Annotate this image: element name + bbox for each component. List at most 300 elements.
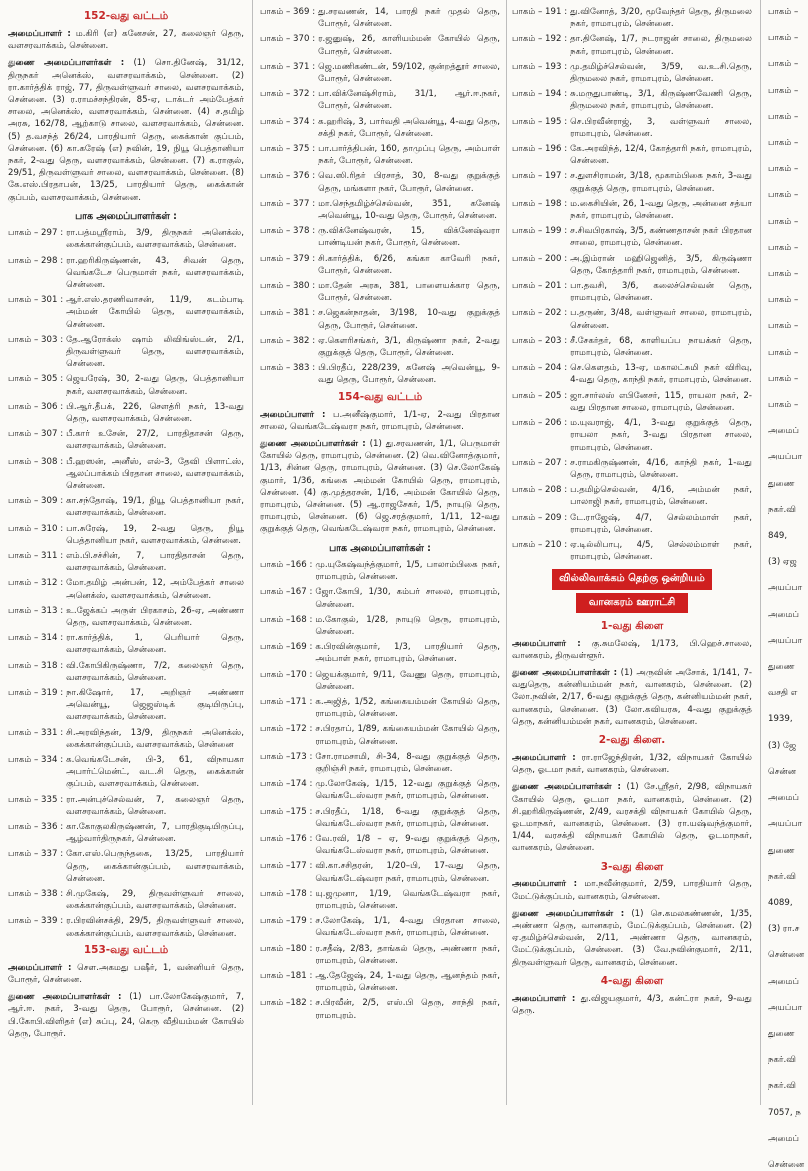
booth-number: பாகம் – 369 : — [260, 7, 316, 17]
booth-address: ர.பிரவின்சக்தி, 29/5, திருவள்ளுவர் சாலை, கைக்கான்குப்பம், வளசரவாக்கம், சென்னை. — [66, 916, 244, 939]
booth-number: பாகம் – 303 : — [8, 334, 64, 345]
booth-address: டே.ராஜேஷ், 4/7, செல்லம்மாள் நகர், ராமாபுரம், சென்னை. — [570, 512, 752, 535]
booth-entry — [512, 253, 752, 277]
deputies-paragraph — [8, 57, 244, 203]
booth-number: பாகம் – 371 : — [260, 61, 316, 72]
booth-entry — [8, 227, 244, 251]
booth-number: பாகம் – 311 : — [8, 550, 64, 561]
cropped-text-fragment: பாகம் – — [768, 33, 799, 44]
section-heading-153: 153-வது வட்டம் — [83, 943, 169, 956]
booth-address: ஜெயக்குமார், 9/11, வேணு தெரு, ராமாபுரம், சென்னை. — [315, 669, 500, 692]
booth-address: ஜெ.மணிகண்டன், 59/102, குன்றத்தூர் சாலை, போரூர், சென்னை. — [318, 61, 500, 85]
booth-entry — [8, 577, 244, 601]
booth-number: பாகம் – 380 : — [260, 281, 316, 292]
booth-entry — [260, 6, 500, 30]
booth-number: பாகம் –179 : — [260, 916, 313, 927]
booth-entry — [8, 523, 244, 547]
booth-address: ரா.ஹரிகிருஷ்ணன், 43, சிவன் தெரு, வெங்கடேச பெருமாள் நகர், வளசரவாக்கம், சென்னை. — [66, 255, 244, 290]
organizer-label: அமைப்பாளர் : — [512, 993, 576, 1004]
booth-entry — [512, 33, 752, 57]
organizer-text: மா.நவீன்குமார், 2/59, பாரதியார் தெரு, மேட்டுக்குப்பம், வானகரம், சென்னை. — [512, 879, 753, 902]
booth-number: பாகம் – 306 : — [8, 401, 64, 412]
booth-number: பாகம் – 298 : — [8, 255, 64, 266]
cropped-text-fragment: சென்னை — [768, 1159, 805, 1170]
booth-number: பாகம் – 191 : — [512, 7, 568, 17]
cropped-text-fragment: பாகம் – — [768, 347, 799, 358]
deputies-text: (1) சொ.தினேஷ், 31/12, திருநகர் அனெக்ஸ், வளசரவாக்கம், சென்னை. (2) ரா.கார்த்திக் ராஜ், 77, திருவள்ளுவர் சாலை, வளசரவாக்கம், சென்னை. (3) ர.ராமச்சந்திரன், 85-ஏ, டாக்டர் அம்பேத்கர் சாலை, அனெக்ஸ், வளசரவாக்கம், சென்னை. (4) ச.தமிழ் அரசு, 162/78, ஆற்காடு சாலை, வளசரவாக்கம், சென்னை. (5) த.வசந்த் 26/24, பாரதியார் தெரு, கைக்கான் குப்பம், சென்னை. (6) கா.கரேஷ் (எ) நவின், 19, நியூ பெத்தானியா நகர், 2-வது தெரு, வளசரவாக்கம், சென்னை. (7) க.ராகுல், 29/51, திருவள்ளுவர் சாலை, வளசரவாக்கம், சென்னை. (8) கே.எஸ்.பிரதாபன், 13/25, பாரதியார் தெரு, கைக்கான் குப்பம், வளசரவாக்கம், சென்னை. — [8, 58, 244, 203]
booth-number: பாகம் – 338 : — [8, 889, 64, 900]
booth-entry — [8, 848, 244, 885]
booth-number: பாகம் –166 : — [260, 559, 313, 570]
cropped-text-fragment: 849, — [768, 531, 788, 542]
booth-address: ரு.விக்னேஷ்வரன், 15, விக்னேஷ்வரா பாண்டியன் நகர், போரூர், சென்னை. — [318, 226, 500, 249]
booth-address: சு.மருதுபாண்டி, 3/1, கிருஷ்ணவேணி தெரு, திருமலை நகர், ராமாபுரம், சென்னை. — [570, 89, 752, 112]
column-rule — [506, 0, 507, 1105]
booth-entry — [260, 170, 500, 194]
booth-address: வே.ரவி, 1/8 – ஏ, 9-வது குறுக்குத் தெரு, வெங்கடேஸ்வரா நகர், ராமாபுரம், சென்னை. — [315, 834, 500, 857]
cropped-text-fragment: பாகம் – — [768, 400, 799, 411]
booth-entry — [260, 116, 500, 140]
booth-entry — [8, 794, 244, 818]
booth-number: பாகம் – 205 : — [512, 390, 568, 401]
branch-heading-2: 2-வது கிளை. — [598, 734, 666, 747]
booth-address: சி.அரவிந்தன், 13/9, திருநகர் அனெக்ஸ், கைக்கான்குப்பம், வளசரவாக்கம், சென்னை — [66, 727, 244, 750]
booth-number: பாகம் – 335 : — [8, 794, 64, 805]
column-4-cropped — [768, 6, 808, 1170]
booth-number: பாகம் – 310 : — [8, 523, 64, 534]
booth-number: பாகம் – 308 : — [8, 456, 64, 467]
cropped-text-fragment: (3) ஏஜ — [768, 557, 797, 568]
column-rule — [252, 0, 253, 1105]
booth-address: தா.தினேஷ், 1/7, நடராஜன் சாலை, திருமலை நகர், ராமாபுரம், சென்னை. — [570, 34, 752, 57]
booth-address: ச.லோகேஷ், 1/1, 4-வது பிரதான சாலை, வெங்கடேஸ்வரா நகர், ராமாபுரம், சென்னை. — [315, 916, 500, 939]
column-1 — [8, 6, 244, 1105]
booth-entry — [260, 362, 500, 386]
booth-address: பா.பார்த்திபன், 160, தாமுப்பு தெரு, அம்பாள் நகர், போரூர், சென்னை. — [318, 144, 500, 167]
booth-entry — [260, 915, 500, 939]
booth-number: பாகம் –176 : — [260, 834, 313, 845]
branch-heading-3: 3-வது கிளை — [600, 860, 664, 873]
booth-address: ரா.அன்புச்செல்வன், 7, கலைஞர் தெரு, வளசரவாக்கம், சென்னை. — [66, 794, 244, 817]
cropped-text-fragment: பாகம் – — [768, 373, 799, 384]
booth-address: க.வெங்கடேசன், பி-3, 61, விநாயகா அபார்ட்மென்ட், வட.சி தெரு, கைக்கான் குப்பம், வளசரவாக்கம், சென்னை. — [66, 755, 244, 790]
cropped-text-fragment: அமைப் — [768, 976, 799, 987]
booth-address: தே.ஆரோக்ஸ் ஷாம் லிவிங்ஸ்டன், 2/1, திருவள்ளுவர் தெரு, வளசரவாக்கம், சென்னை. — [66, 334, 244, 370]
booth-entry — [260, 943, 500, 967]
cropped-text-fragment: பாகம் – — [768, 111, 799, 122]
booth-number: பாகம் – 313 : — [8, 605, 64, 616]
booth-entry — [260, 669, 500, 693]
cropped-text-fragment: 1939, — [768, 714, 793, 725]
booth-entry — [8, 495, 244, 519]
booth-address: து.வினோத், 3/20, மூவேந்தர் தெரு, திருமலை நகர், ராமாபுரம், சென்னை. — [570, 7, 752, 30]
booth-number: பாகம் – 382 : — [260, 335, 316, 346]
cropped-text-fragment: பாகம் – — [768, 190, 799, 201]
booth-entry — [8, 401, 244, 425]
booth-address: வெ.ஸி.ரிதர் பிரசாத், 30, 8-வது குறுக்குத் தெரு, மங்களா நகர், போரூர், சென்னை. — [318, 171, 500, 194]
organizer-text: து.விஜயகுமார், 4/3, கன்ட்ரா நகர், 9-வது தெரு. — [512, 993, 752, 1016]
booth-number: பாகம் – 196 : — [512, 144, 568, 155]
organizer-label: அமைப்பாளர் : — [512, 752, 576, 763]
booth-number: பாகம் –180 : — [260, 943, 313, 954]
booth-address: கா.கோகுலகிருஷ்ணன், 7, பாரதிகுடியிருப்பு, ஆழ்வார்திருநகர், சென்னை. — [66, 822, 244, 845]
cropped-text-fragment: அமைப் — [768, 1133, 799, 1144]
booth-number: பாகம் – 319 : — [8, 688, 64, 698]
cropped-text-fragment: துணை — [768, 662, 795, 673]
booth-number: பாகம் – 370 : — [260, 34, 316, 45]
booth-entry — [512, 61, 752, 85]
booth-number: பாகம் – 194 : — [512, 89, 568, 100]
booth-address: க.ஹரிஷ், 3, பார்வதி அவென்யூ, 4-வது தெரு, சக்தி நகர், போரூர், சென்னை. — [318, 116, 500, 139]
booth-list — [260, 6, 500, 387]
booth-entry — [260, 307, 500, 331]
booth-number: பாகம் – 192 : — [512, 34, 568, 45]
booth-address: க.பிரவின்குமார், 1/3, பாரதியார் தெரு, அம்பாள் நகர், ராமாபுரம், சென்னை. — [315, 642, 500, 665]
booth-number: பாகம் – 195 : — [512, 116, 568, 127]
booth-number: பாகம் – 207 : — [512, 457, 568, 468]
panchayat-banner: வானகரம் ஊராட்சி — [576, 593, 688, 613]
booth-address: ர.ஜனுஷ், 26, காளியம்மன் கோயில் தெரு, போரூர், சென்னை. — [318, 34, 500, 57]
booth-number: பாகம் – 377 : — [260, 198, 316, 209]
booth-entry — [512, 170, 752, 194]
booth-number: பாகம் – 297 : — [8, 228, 64, 239]
booth-entry — [8, 373, 244, 397]
booth-entry — [260, 33, 500, 57]
booth-entry — [512, 457, 752, 481]
booth-number: பாகம் –177 : — [260, 861, 313, 872]
booth-address: மு.யுகேஷ்வந்த்குமார், 1/5, பாலாம்பிகை நகர், ராமாபுரம், சென்னை. — [315, 559, 500, 583]
booth-address: பீ.ஹஸன், அனீஸ், எல்-3, தேவி பிளாட்ஸ், ஆலப்பாக்கம் பிரதான சாலை, வளசரவாக்கம், சென்னை. — [66, 456, 244, 491]
organizer-paragraph — [8, 962, 244, 986]
booth-address: ம.கைசியின், 26, 1-வது தெரு, அன்னை சத்யா நகர், ராமாபுரம், சென்னை. — [570, 198, 752, 222]
booth-address: அ.இம்ரான் மஹிஜெனித், 3/5, கிருஷ்ணா தெரு, கோத்தாரி நகர், ராமாபுரம், சென்னை. — [570, 253, 752, 276]
booth-number: பாகம் – 208 : — [512, 485, 568, 496]
cropped-text-fragment: அயப்பா — [768, 583, 803, 594]
booth-entry — [8, 605, 244, 629]
organizer-paragraph — [512, 878, 752, 902]
booth-entry — [8, 428, 244, 452]
organizer-paragraph — [512, 993, 752, 1017]
booth-number: பாகம் – 378 : — [260, 226, 316, 237]
column-3 — [512, 6, 752, 1105]
booth-entry — [260, 641, 500, 665]
booth-address: ச.ராமகிருஷ்ணன், 4/16, காந்தி நகர், 1-வது தெரு, ராமாபுரம், சென்னை. — [570, 457, 752, 480]
booth-address: ச.ஜெகன்நாதன், 3/198, 10-வது குறுக்குத் தெரு, போரூர், சென்னை. — [318, 308, 500, 331]
booth-entry — [260, 586, 500, 610]
booth-entry — [260, 696, 500, 720]
booth-number: பாகம் –181 : — [260, 971, 313, 982]
booth-number: பாகம் –169 : — [260, 642, 313, 653]
booth-address: பா.விக்னேஷ்சிராம், 31/1, ஆர்.ஈ.நகர், போரூர், சென்னை. — [318, 89, 500, 112]
cropped-text-fragment: (3) ரா.ச — [768, 924, 800, 935]
organizer-label: அமைப்பாளர் : — [512, 638, 581, 649]
booth-address: ச.துளசிராமன், 3/18, மூகாம்பிகை நகர், 3-வது குறுக்குத் தெரு, ராமாபுரம், சென்னை. — [570, 171, 752, 194]
booth-number: பாகம் – 376 : — [260, 171, 316, 182]
booth-number: பாகம் – 374 : — [260, 116, 316, 127]
organizer-label: அமைப்பாளர் : — [260, 409, 326, 420]
booth-number: பாகம் – 197 : — [512, 171, 568, 182]
booth-address: பா.தவசி, 3/6, கலைச்செல்வன் தெரு, ராமாபுரம், சென்னை. — [570, 281, 752, 304]
cropped-fragment-list — [768, 6, 808, 1171]
booth-entry — [8, 550, 244, 574]
booth-number: பாகம் – 203 : — [512, 335, 568, 346]
booth-address: ச.பிரதீப், 1/18, 6-வது குறுக்குத் தெரு, வெங்கடேஸ்வரா நகர், ராமாபுரம், சென்னை. — [315, 806, 500, 829]
booth-address: ம.கோகுல், 1/28, நாயுடு தெரு, ராமாபுரம், சென்னை. — [315, 614, 500, 637]
cropped-text-fragment: நகர்.வி — [768, 1081, 797, 1092]
booth-number: பாகம் –172 : — [260, 724, 313, 735]
booth-entry — [260, 143, 500, 167]
deputies-label: துணை அமைப்பாளர்கள் : — [8, 58, 125, 69]
cropped-text-fragment: நகர்.வி — [768, 1055, 797, 1066]
booth-address: எம்.பி.சச்சின், 7, பாரதிதாசன் தெரு, வளசரவாக்கம், சென்னை. — [66, 550, 244, 574]
booth-address: ச.பிரதாப், 1/89, கங்கையம்மன் கோயில் தெரு, ராமாபுரம், சென்னை. — [315, 724, 500, 747]
cropped-text-fragment: (3) ஜே — [768, 740, 797, 751]
booth-entry — [260, 88, 500, 112]
cropped-text-fragment: பாகம் – — [768, 242, 799, 253]
booth-number: பாகம் – 309 : — [8, 496, 64, 507]
organizer-paragraph — [260, 409, 500, 433]
deputies-paragraph — [512, 908, 752, 969]
booth-subheading: பாக அமைப்பாளர்கள் : — [329, 542, 431, 554]
booth-number: பாகம் –174 : — [260, 779, 313, 790]
booth-address: கா.சந்தோஷ், 19/1, நியூ பெத்தானியா நகர், வளசரவாக்கம், சென்னை. — [66, 496, 244, 519]
booth-entry — [8, 334, 244, 371]
cropped-text-fragment: பாகம் – — [768, 269, 799, 280]
booth-number: பாகம் – 381 : — [260, 308, 316, 319]
booth-entry — [8, 754, 244, 791]
booth-entry — [8, 294, 244, 331]
booth-entry — [512, 6, 752, 30]
booth-address: ச.சிவபிரகாஷ், 3/5, கண்ணதாசன் நகர் பிரதான சாலை, ராமாபுரம், சென்னை. — [570, 226, 752, 249]
booth-number: பாகம் –173 : — [260, 751, 313, 762]
booth-address: ச.பிரவீன், 2/5, எஸ்.பி தெரு, சாந்தி நகர், ராமாபுரம். — [315, 998, 500, 1021]
booth-entry — [260, 970, 500, 994]
booth-address: ஏ.கௌரிசங்கர், 3/1, கிருஷ்ணா நகர், 2-வது குறுக்குத் தெரு, போரூர், சென்னை. — [318, 335, 500, 359]
booth-address: க.அஜித், 1/52, கங்கையம்மன் கோயில் தெரு, ராமாபுரம், சென்னை. — [315, 697, 500, 720]
cropped-text-fragment: அமைப் — [768, 426, 799, 437]
booth-entry — [512, 143, 752, 167]
booth-number: பாகம் – 204 : — [512, 363, 568, 374]
booth-entry — [260, 751, 500, 775]
deputies-text: (1) அருவின் அசோக், 1/141, 7-வதுதெரு, கன்னியம்மன் நகர், வானகரம், சென்னை. (2) லோ.நவின், 2/17, 6-வது குறுக்குத் தெரு, கன்னியம்மன் நகர், வானகரம், சென்னை. (3) லோ.கவியரசு, 4-வது குறுக்குத் தெரு, கன்னியம்மன் நகர், வானகரம், சென்னை. — [512, 668, 752, 727]
booth-address: பீ.கார் உசேன், 27/2, பாரதிதாசன் தெரு, வளசரவாக்கம், சென்னை. — [66, 429, 244, 452]
booth-entry — [260, 997, 500, 1021]
booth-entry — [260, 225, 500, 249]
booth-entry — [512, 280, 752, 304]
deputies-paragraph — [512, 667, 752, 728]
column-rule — [760, 0, 761, 1105]
cropped-text-fragment: அயப்பா — [768, 819, 803, 830]
branch-heading-4: 4-வது கிளை — [600, 974, 664, 987]
booth-address: ஏ.டில்லிபாபு, 4/5, செல்லம்மாள் நகர், ராமாபுரம், சென்னை. — [570, 539, 752, 563]
organizer-paragraph — [512, 752, 752, 776]
booth-entry — [8, 687, 244, 724]
booth-address: பி.ஆர்.தீபக், 226, சௌத்ரி நகர், 13-வது தெரு, வளசரவாக்கம், சென்னை. — [66, 401, 244, 424]
organizer-label: அமைப்பாளர் : — [512, 879, 578, 890]
union-banner: வில்லிவாக்கம் தெற்கு ஒன்றியம் — [552, 569, 712, 589]
booth-address: து.சரவணன், 14, பாரதி நகர் முதல் தெரு, போரூர், சென்னை. — [318, 7, 500, 30]
booth-address: சி.முகேஷ், 29, திருவள்ளுவர் சாலை, கைக்கான்குப்பம், வளசரவாக்கம், சென்னை. — [66, 889, 244, 912]
booth-entry — [512, 198, 752, 222]
booth-number: பாகம் – 336 : — [8, 822, 64, 833]
booth-subheading: பாக அமைப்பாளர்கள் : — [75, 210, 177, 222]
cropped-text-fragment: அமைப் — [768, 793, 799, 804]
organizer-text: ரா.ராஜேந்திரன், 1/32, விநாயகர் கோயில் தெரு, ஓடமா நகர், வானகரம், சென்னை. — [512, 752, 752, 776]
deputies-text: (1) பா.லோகேஷ்குமார், 7, ஆர்.ஈ. நகர், 3-வது தெரு, போரூர், சென்னை. (2) பி.கோபி.விளிதர் (எ) சுப்பு, 24, கெரு வீதியம்மன் கோயில் தெரு, போரூர். — [8, 992, 245, 1039]
deputies-text: (1) து.சரவணன், 1/1, பெருமாள் கோயில் தெரு, ராமாபுரம், சென்னை. (2) வெ.வினோத்குமார், 1/13, சின்ன தெரு, ராமாபுரம், சென்னை. (3) செ.லோகேஷ் குமார், 1/36, கங்கை அம்மன் கோயில் தெரு, ராமாபுரம், சென்னை. (4) கு.முத்தரசன், 1/16, அம்மன் கோயில் தெரு, ராமாபுரம், சென்னை. (5) ஆ.ராஜசேகர், 1/5, நாயுடு தெரு, ராமாபுரம், சென்னை. (6) ஜெ.சரத்குமார், 1/11, 12-வது குறுக்குத் தெரு, வெங்கடேஷ்வரா நகர், ராமாபுரம், சென்னை. — [260, 439, 500, 535]
booth-number: பாகம் – 210 : — [512, 539, 568, 550]
booth-entry — [260, 335, 500, 359]
organizer-text: ம.கிரி (எ) கனேசன், 27, கலைஞர் தெரு, வளசரவாக்கம், சென்னை. — [8, 28, 244, 52]
cropped-text-fragment: பாகம் – — [768, 59, 799, 70]
cropped-text-fragment: பாகம் – — [768, 321, 799, 332]
booth-number: பாகம் –175 : — [260, 806, 313, 817]
cropped-text-fragment: அயப்பா — [768, 635, 803, 646]
booth-number: பாகம் –167 : — [260, 587, 313, 598]
booth-list — [260, 559, 500, 1022]
deputies-paragraph — [260, 438, 500, 536]
booth-number: பாகம் – 209 : — [512, 512, 568, 523]
booth-address: செ.பிரவீன்ராஜ், 3, வள்ளுவர் சாலை, ராமாபுரம், சென்னை. — [570, 116, 752, 139]
booth-entry — [512, 362, 752, 386]
booth-entry — [512, 539, 752, 563]
organizer-paragraph — [8, 28, 244, 52]
booth-address: யு.ஜமுனா, 1/19, வெங்கடேஷ்வரா நகர், ராமாபுரம், சென்னை. — [315, 888, 500, 912]
booth-address: மோ.தமிழ் அன்பன், 12, அம்பேத்கர் சாலை அனெக்ஸ், வளசரவாக்கம், சென்னை. — [66, 578, 244, 601]
booth-address: பி.பிரதீப், 228/239, கனேஷ் அவென்யூ, 9-வது தெரு, போரூர், சென்னை. — [318, 363, 500, 386]
booth-entry — [260, 280, 500, 304]
organizer-paragraph — [512, 638, 752, 662]
booth-number: பாகம் – 305 : — [8, 374, 64, 385]
booth-entry — [8, 632, 244, 656]
deputies-label: துணை அமைப்பாளர்கள் : — [512, 668, 618, 679]
cropped-text-fragment: பாகம் – — [768, 138, 799, 149]
booth-address: வி.கோபிகிருஷ்ணா, 7/2, கலைஞர் தெரு, வளசரவாக்கம், சென்னை. — [66, 660, 244, 683]
organizer-text: ப.அனீஷ்குமார், 1/1-ஏ, 2-வது பிரதான சாலை, வெங்கடேஷ்வரா நகர், ராமாபுரம், சென்னை. — [260, 409, 500, 432]
booth-address: மு.லோகேஷ், 1/15, 12-வது குறுக்குத் தெரு, வெங்கடேஸ்வரா நகர், ராமாபுரம், சென்னை. — [315, 779, 500, 802]
booth-address: ரா.பத்மஸ்ரீராம், 3/9, திருநகர் அனெக்ஸ், கைக்கான்குப்பம், வளசரவாக்கம், சென்னை. — [66, 228, 244, 251]
cropped-text-fragment: 7057, ந — [768, 1107, 801, 1118]
booth-number: பாகம் – 375 : — [260, 144, 316, 155]
booth-entry — [8, 821, 244, 845]
cropped-text-fragment: அமைப் — [768, 609, 799, 620]
booth-entry — [8, 888, 244, 912]
booth-address: ம.யுவராஜ், 4/1, 3-வது குறுக்குத் தெரு, ராயலா நகர், 3-வது பிரதான சாலை, ராமாபுரம், சென்னை. — [570, 418, 752, 453]
cropped-text-fragment: சென்னை — [768, 950, 805, 961]
booth-number: பாகம் – 301 : — [8, 295, 64, 306]
booth-address: ஜோ.கோபி, 1/30, கம்பர் சாலை, ராமாபுரம், சென்னை. — [315, 587, 500, 610]
booth-entry — [260, 61, 500, 85]
booth-entry — [260, 253, 500, 277]
booth-address: ப.தருண், 3/48, வள்ளுவர் சாலை, ராமாபுரம், சென்னை. — [570, 308, 752, 331]
booth-address: மா.தேன் அரசு, 381, பாளையக்கார தெரு, போரூர், சென்னை. — [318, 281, 500, 304]
booth-entry — [512, 225, 752, 249]
cropped-text-fragment: நகர்.வி — [768, 504, 797, 515]
cropped-text-fragment: 4089, — [768, 897, 793, 908]
booth-number: பாகம் – 337 : — [8, 849, 64, 860]
booth-address: செ.கௌதம், 13-ஏ, மகாலட்சுமி நகர் விரிவு, 4-வது தெரு, காந்தி நகர், ராமாபுரம், சென்னை. — [570, 363, 752, 386]
booth-address: சோ.ராமசாமி, சி-34, 8-வது குறுக்குத் தெரு, குறிஞ்சி நகர், ராமாபுரம், சென்னை. — [315, 751, 500, 775]
deputies-label: துணை அமைப்பாளர்கள் : — [512, 782, 621, 793]
booth-address: உ.ஜேக்கப் அருள் பிரகாசம், 26-ஏ, அண்ணா தெரு, வளசரவாக்கம், சென்னை. — [66, 605, 244, 628]
booth-entry — [512, 512, 752, 536]
booth-entry — [260, 723, 500, 747]
booth-address: மு.தமிழ்ச்செல்வன், 3/59, வ.உ.சி.தெரு, திருமலை நகர், ராமாபுரம், சென்னை. — [570, 61, 752, 85]
booth-entry — [260, 860, 500, 884]
booth-number: பாகம் – 198 : — [512, 198, 568, 209]
booth-entry — [260, 888, 500, 912]
booth-number: பாகம் – 314 : — [8, 633, 64, 644]
cropped-text-fragment: துணை — [768, 478, 795, 489]
booth-entry — [512, 484, 752, 508]
booth-number: பாகம் – 200 : — [512, 253, 568, 264]
deputies-text: (1) சே.ஸ்ரீதர், 2/98, விநாயகர் கோயில் தெரு, ஓடமா நகர், வானகரம், சென்னை. (2) சி.ஹரிகிருஷ்ணன், 2/49, வரசக்தி விநாயகர் கோயில் தெரு, ஓடமாநகர், வானகரம், சென்னை. (3) ரா.யஷ்வந்த்குமார், 1/44, வரசக்தி விநாயகர் கோயில் தெரு, ஓடமாநகர், வானகரம், சென்னை. — [512, 782, 752, 854]
booth-number: பாகம் – 334 : — [8, 755, 64, 766]
cropped-text-fragment: பாகம் – — [768, 295, 799, 306]
booth-number: பாகம் –178 : — [260, 888, 313, 899]
booth-address: பா.சுரேஷ், 19, 2-வது தெரு, நியூ பெத்தானியா நகர், வளசரவாக்கம், சென்னை. — [66, 523, 244, 546]
booth-entry — [8, 456, 244, 493]
deputies-paragraph — [512, 781, 752, 854]
booth-number: பாகம் –171 : — [260, 697, 313, 707]
booth-entry — [512, 335, 752, 359]
booth-list — [8, 227, 244, 940]
booth-entry — [8, 660, 244, 684]
booth-number: பாகம் – 383 : — [260, 363, 316, 374]
booth-address: ஜெயரேஷ், 30, 2-வது தெரு, பெத்தானியா நகர், வளசரவாக்கம், சென்னை. — [66, 374, 244, 397]
booth-address: ஆ.தேஜேஷ், 24, 1-வது தெரு, ஆனந்தம் நகர், ராமாபுரம், சென்னை. — [315, 971, 500, 994]
booth-entry — [512, 307, 752, 331]
booth-address: ரா.கார்த்திக், 1, பெரியார் தெரு, வளசரவாக்கம், சென்னை. — [66, 633, 244, 656]
organizer-text: கு.சுமலேஷ், 1/173, பி.ஹெச்.சாலை, வானகரம், திருவள்ளூர். — [512, 638, 752, 661]
booth-entry — [260, 806, 500, 830]
booth-number: பாகம் –168 : — [260, 614, 313, 625]
cropped-text-fragment: பாகம் – — [768, 7, 799, 17]
booth-entry — [260, 778, 500, 802]
booth-address: ர.சதீஷ், 2/83, தாங்கல் தெரு, அண்ணா நகர், ராமாபுரம், சென்னை. — [315, 943, 500, 966]
booth-address: ப.தமிழ்செல்வன், 4/16, அம்மன் நகர், பாலாஜி நகர், ராமாபுரம், சென்னை. — [570, 485, 752, 508]
cropped-text-fragment: சென்ன — [768, 766, 797, 777]
booth-address: வி.கா.சசிதரன், 1/20–பி, 17-வது தெரு, வெங்கடேஷ்வரா நகர், ராமாபுரம், சென்னை. — [315, 861, 500, 884]
organizer-label: அமைப்பாளர் : — [8, 28, 71, 39]
cropped-text-fragment: துணை — [768, 1028, 795, 1039]
booth-number: பாகம் – 312 : — [8, 578, 64, 589]
booth-entry — [260, 198, 500, 222]
booth-entry — [260, 614, 500, 638]
booth-number: பாகம் – 206 : — [512, 418, 568, 429]
organizer-label: அமைப்பாளர் : — [8, 962, 72, 973]
cropped-text-fragment: பாகம் – — [768, 85, 799, 96]
booth-address: கோ.எஸ்.பெருந்தகை, 13/25, பாரதியார் தெரு, கைக்கான்குப்பம், வளசரவாக்கம், சென்னை. — [66, 849, 244, 884]
booth-entry — [8, 727, 244, 751]
cropped-text-fragment: பாகம் – — [768, 164, 799, 175]
column-2 — [260, 6, 500, 1105]
booth-number: பாகம் – 202 : — [512, 308, 568, 319]
booth-address: ஆர்.எஸ்.தரணிவாசன், 11/9, கடம்பாடி அம்மன் கோயில் தெரு, வளசரவாக்கம், சென்னை. — [66, 295, 244, 330]
section-heading-152: 152-வது வட்டம் — [83, 10, 169, 22]
booth-list — [512, 6, 752, 563]
booth-number: பாகம் –182 : — [260, 998, 313, 1009]
booth-entry — [8, 915, 244, 939]
booth-entry — [260, 559, 500, 583]
booth-number: பாகம் – 199 : — [512, 226, 568, 237]
deputies-label: துணை அமைப்பாளர்கள் : — [512, 908, 625, 919]
booth-number: பாகம் – 379 : — [260, 253, 316, 264]
cropped-text-fragment: நகர்.வி — [768, 871, 797, 882]
booth-entry — [512, 390, 752, 414]
booth-address: நா.கிஷோர், 17, அறிஞர் அண்ணா அவென்யூ, ஜெஜஸ்டிக் குடியிருப்பு, வளசரவாக்கம், சென்னை. — [66, 688, 244, 723]
deputies-label: துணை அமைப்பாளர்கள் : — [260, 439, 366, 449]
